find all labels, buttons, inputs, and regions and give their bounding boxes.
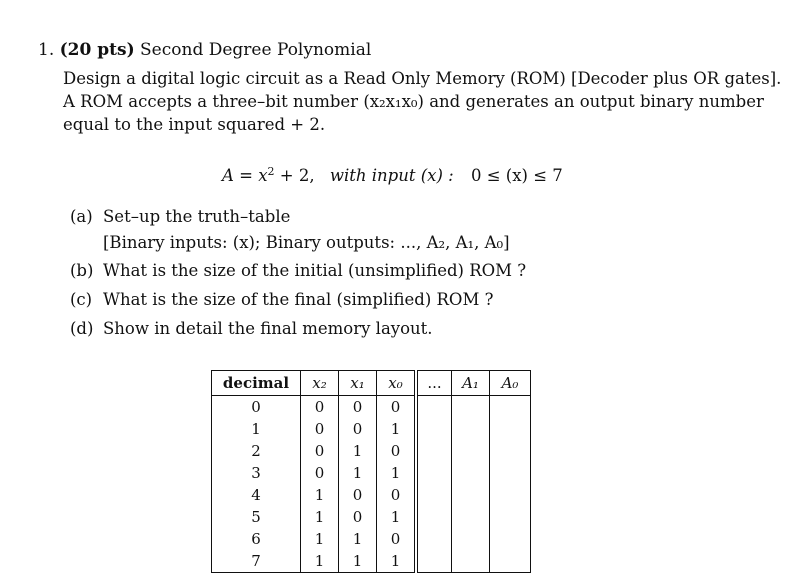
truth-table-header-row xyxy=(212,371,531,396)
cell-x2: 0 xyxy=(301,396,339,419)
equation-lhs: A = x xyxy=(222,166,268,185)
part-a-label: (a) xyxy=(70,207,93,226)
cell-decimal: 1 xyxy=(251,420,261,438)
header-dots: ... xyxy=(416,371,452,396)
cell-a0 xyxy=(490,550,531,573)
description-line-2: A ROM accepts a three–bit number (x₂x₁x₀) and generates an output binary number xyxy=(63,92,764,111)
part-c-text: What is the size of the final (simplified) ROM ? xyxy=(103,290,494,309)
problem-points: (20 pts) xyxy=(59,40,135,60)
cell-dots xyxy=(416,440,452,462)
cell-a0 xyxy=(490,484,531,506)
part-d xyxy=(70,319,433,338)
cell-x1: 0 xyxy=(339,484,377,506)
cell-dots xyxy=(416,484,452,506)
table-row xyxy=(212,506,531,528)
part-a-text: Set–up the truth–table xyxy=(103,207,291,226)
part-b-label: (b) xyxy=(70,261,94,280)
cell-x1: 1 xyxy=(339,550,377,573)
cell-x2: 1 xyxy=(301,528,339,550)
cell-a0 xyxy=(490,418,531,440)
cell-x2: 0 xyxy=(301,418,339,440)
cell-a1 xyxy=(452,484,490,506)
cell-x1: 0 xyxy=(339,396,377,419)
equation-exponent: 2 xyxy=(267,165,275,178)
cell-x2: 1 xyxy=(301,506,339,528)
description-line-3: equal to the input squared + 2. xyxy=(63,115,326,134)
cell-decimal: 0 xyxy=(251,398,261,416)
part-a-subline: [Binary inputs: (x); Binary outputs: ..., A₂, A₁, A₀] xyxy=(103,233,510,252)
table-row xyxy=(212,484,531,506)
cell-decimal: 6 xyxy=(251,530,261,548)
equation-rhs: + 2, xyxy=(274,166,315,185)
cell-x0: 0 xyxy=(377,396,417,419)
cell-x1: 0 xyxy=(339,418,377,440)
cell-x0: 1 xyxy=(377,550,417,573)
cell-decimal: 4 xyxy=(251,486,261,504)
cell-x2: 0 xyxy=(301,462,339,484)
cell-a0 xyxy=(490,396,531,419)
cell-a1 xyxy=(452,462,490,484)
cell-x2: 1 xyxy=(301,550,339,573)
cell-x0: 1 xyxy=(377,506,417,528)
table-row xyxy=(212,396,531,419)
cell-a0 xyxy=(490,462,531,484)
cell-dots xyxy=(416,506,452,528)
part-b xyxy=(70,261,526,280)
cell-a1 xyxy=(452,550,490,573)
cell-a1 xyxy=(452,506,490,528)
part-c xyxy=(70,290,493,309)
equation-with-text: with input (x) : xyxy=(329,166,454,185)
part-c-label: (c) xyxy=(70,290,93,309)
cell-a0 xyxy=(490,528,531,550)
table-row xyxy=(212,550,531,573)
cell-x2: 0 xyxy=(301,440,339,462)
cell-dots xyxy=(416,550,452,573)
header-decimal: decimal xyxy=(212,371,301,396)
cell-decimal: 5 xyxy=(251,508,261,526)
header-x0: x₀ xyxy=(377,371,417,396)
cell-a1 xyxy=(452,396,490,419)
cell-a1 xyxy=(452,418,490,440)
cell-a0 xyxy=(490,506,531,528)
cell-dots xyxy=(416,418,452,440)
cell-x1: 0 xyxy=(339,506,377,528)
cell-decimal: 7 xyxy=(251,552,261,570)
cell-x2: 1 xyxy=(301,484,339,506)
cell-a1 xyxy=(452,440,490,462)
header-x1: x₁ xyxy=(339,371,377,396)
cell-x1: 1 xyxy=(339,528,377,550)
description-line-1: Design a digital logic circuit as a Read Only Memory (ROM) [Decoder plus OR gates]. xyxy=(63,69,782,88)
table-row xyxy=(212,462,531,484)
cell-x0: 0 xyxy=(377,440,417,462)
table-row xyxy=(212,440,531,462)
table-row xyxy=(212,418,531,440)
cell-decimal: 3 xyxy=(251,464,261,482)
part-d-label: (d) xyxy=(70,319,94,338)
cell-a1 xyxy=(452,528,490,550)
equation xyxy=(222,165,563,185)
cell-x0: 1 xyxy=(377,418,417,440)
part-b-text: What is the size of the initial (unsimplified) ROM ? xyxy=(103,261,527,280)
problem-title: Second Degree Polynomial xyxy=(140,40,372,60)
cell-dots xyxy=(416,528,452,550)
cell-dots xyxy=(416,396,452,419)
header-a0: A₀ xyxy=(490,371,531,396)
cell-a0 xyxy=(490,440,531,462)
cell-x0: 0 xyxy=(377,528,417,550)
cell-x1: 1 xyxy=(339,462,377,484)
header-x2: x₂ xyxy=(301,371,339,396)
equation-range: 0 ≤ (x) ≤ 7 xyxy=(470,166,563,185)
header-a1: A₁ xyxy=(452,371,490,396)
cell-decimal: 2 xyxy=(251,442,261,460)
truth-table xyxy=(211,370,531,573)
part-d-text: Show in detail the final memory layout. xyxy=(103,319,433,338)
cell-x0: 1 xyxy=(377,462,417,484)
cell-x0: 0 xyxy=(377,484,417,506)
part-a xyxy=(70,207,290,226)
cell-dots xyxy=(416,462,452,484)
problem-heading xyxy=(38,40,371,60)
table-row xyxy=(212,528,531,550)
cell-x1: 1 xyxy=(339,440,377,462)
problem-number: 1. xyxy=(38,40,55,60)
